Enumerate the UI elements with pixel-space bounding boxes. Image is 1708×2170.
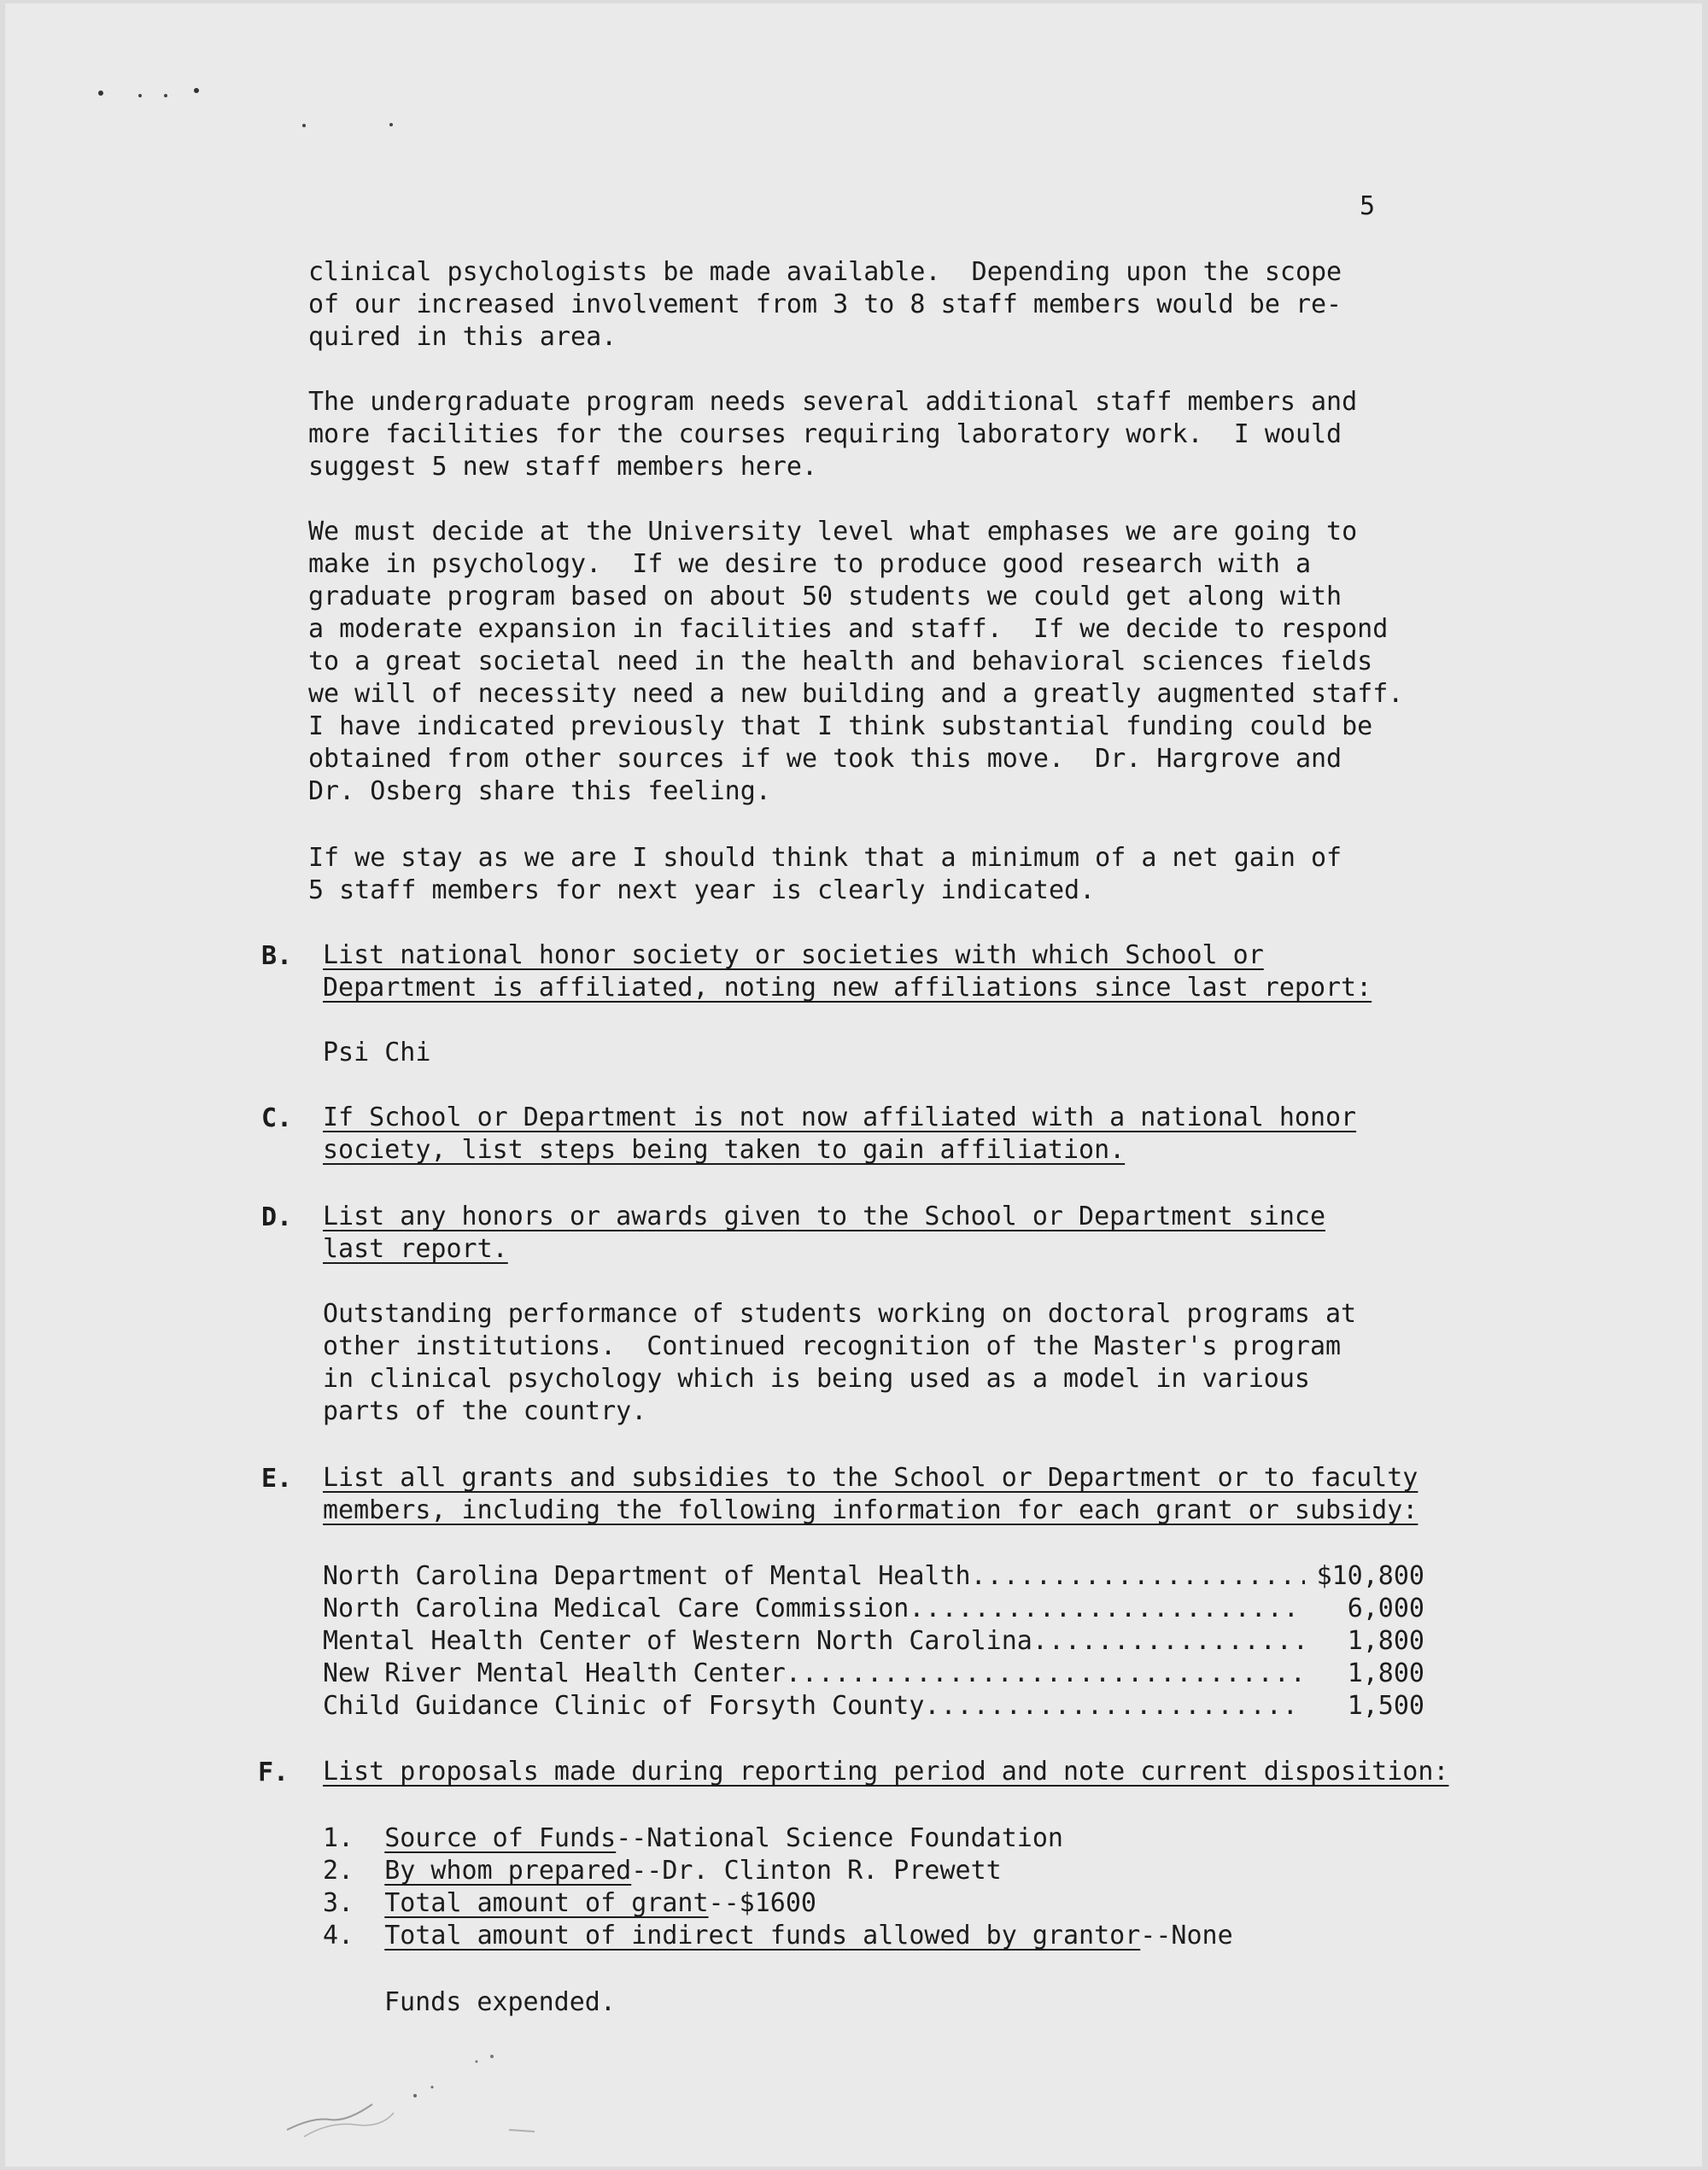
section-b-label: B.	[261, 941, 293, 971]
leader-dots	[909, 1594, 1305, 1623]
grant-name: North Carolina Medical Care Commission	[323, 1594, 910, 1623]
section-f-heading: List proposals made during reporting period and note current disposition:	[323, 1757, 1449, 1787]
grant-amount: 1,500	[1347, 1691, 1424, 1721]
leader-dots	[786, 1658, 1305, 1688]
section-d-body: Outstanding performance of students working on doctoral programs at other institutions. Continued recognition of the Master's program in clinical psychology which is being used as a model in various parts of the country.	[323, 1299, 1357, 1426]
section-d-heading: List any honors or awards given to the School or Department since last report.	[323, 1202, 1325, 1264]
proposal-value: --Dr. Clinton R. Prewett	[631, 1856, 1002, 1886]
grant-row	[323, 1691, 1424, 1721]
leader-dots	[924, 1691, 1305, 1721]
grant-row	[323, 1626, 1424, 1656]
grant-name: North Carolina Department of Mental Health	[323, 1561, 971, 1591]
section-c-label: C.	[261, 1103, 293, 1133]
leader-dots	[971, 1561, 1305, 1591]
section-f-label: F.	[258, 1758, 290, 1787]
proposal-label: By whom prepared	[384, 1856, 632, 1886]
grant-name: Mental Health Center of Western North Carolina	[323, 1626, 1032, 1656]
proposal-value: --$1600	[708, 1888, 816, 1918]
leader-dots	[1032, 1626, 1305, 1656]
funds-expended: Funds expended.	[384, 1987, 616, 2017]
proposal-number: 2.	[323, 1856, 354, 1886]
proposal-value: --None	[1140, 1921, 1233, 1951]
section-d-label: D.	[261, 1202, 293, 1232]
section-e-label: E.	[261, 1464, 293, 1494]
grant-amount: 6,000	[1347, 1594, 1424, 1623]
section-e-heading: List all grants and subsidies to the School or Department or to faculty members, including the following information for each grant or subsidy:	[323, 1463, 1418, 1525]
grant-name: New River Mental Health Center	[323, 1658, 786, 1688]
proposal-item	[323, 1822, 1063, 1855]
paragraph-undergraduate: The undergraduate program needs several additional staff members and more facilities for the courses requiring laboratory work. I would suggest 5 new staff members here.	[308, 387, 1358, 482]
paragraph-staffing: clinical psychologists be made available. Depending upon the scope of our increased involvement from 3 to 8 staff members would be re- quired in this area.	[308, 257, 1342, 352]
grant-row	[323, 1561, 1424, 1591]
smudge-marks	[253, 2036, 697, 2147]
proposal-item	[323, 1887, 816, 1920]
grant-amount: 1,800	[1347, 1626, 1424, 1656]
proposal-label: Source of Funds	[384, 1823, 617, 1853]
grant-name: Child Guidance Clinic of Forsyth County	[323, 1691, 925, 1721]
section-b-body: Psi Chi	[323, 1038, 431, 1067]
grant-amount: 1,800	[1347, 1658, 1424, 1688]
proposal-label: Total amount of indirect funds allowed by grantor	[384, 1921, 1141, 1951]
proposal-value: --National Science Foundation	[616, 1823, 1063, 1853]
proposal-item	[323, 1855, 1002, 1887]
grant-row	[323, 1658, 1424, 1688]
proposal-number: 3.	[323, 1888, 354, 1918]
paragraph-net-gain: If we stay as we are I should think that a minimum of a net gain of 5 staff members for next year is clearly indicated.	[308, 843, 1342, 905]
section-b-heading: List national honor society or societies with which School or Department is affiliated, noting new affiliations since last report:	[323, 940, 1372, 1003]
grant-row	[323, 1594, 1424, 1623]
section-c-heading: If School or Department is not now affiliated with a national honor society, list steps being taken to gain affiliation.	[323, 1103, 1357, 1165]
proposal-label: Total amount of grant	[384, 1888, 709, 1918]
proposal-item	[323, 1920, 1233, 1952]
page-number: 5	[1360, 191, 1376, 221]
proposal-number: 1.	[323, 1823, 354, 1853]
grant-amount: $10,800	[1316, 1561, 1424, 1591]
scan-marks	[5, 3, 432, 174]
paragraph-university-emphasis: We must decide at the University level what emphases we are going to make in psychology. If we desire to produce good research with a graduate program based on about 50 students we could get along with a moderate expansion in facilities and staff. If we decide to respond to a great societal need in the health and behavioral sciences fields we will of necessity need a new building and a greatly augmented staff. I have indicated previously that I think substantial funding could be obtained from other sources if we took this move. Dr. Hargrove and Dr. Osberg share this feeling.	[308, 517, 1404, 806]
document-page	[5, 3, 1702, 2167]
proposal-number: 4.	[323, 1921, 354, 1951]
